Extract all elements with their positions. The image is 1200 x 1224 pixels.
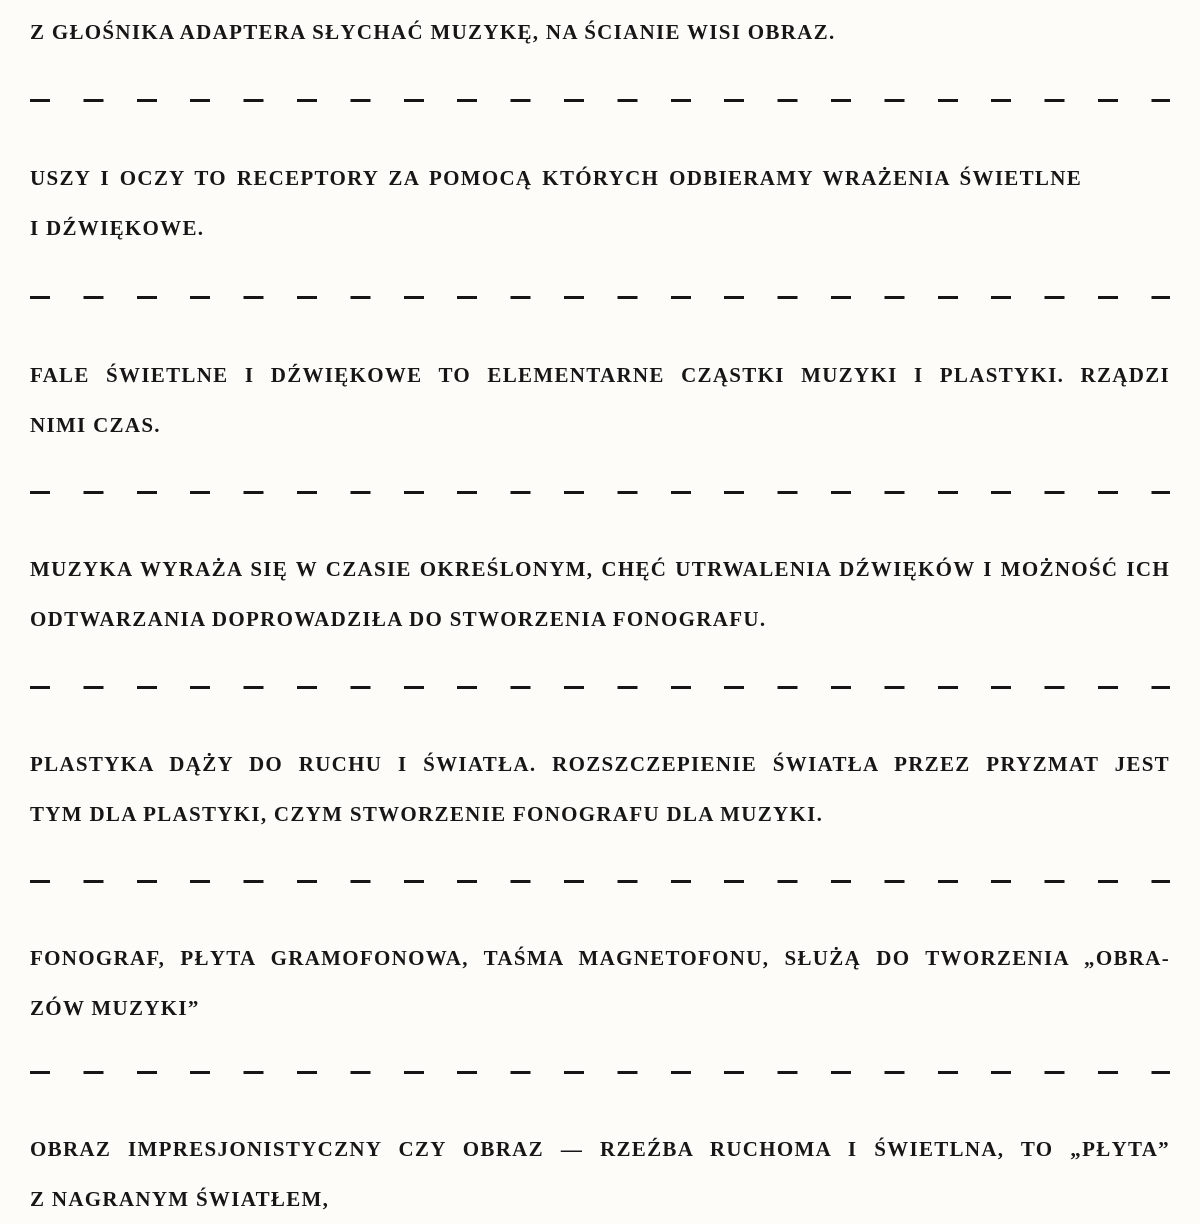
paragraph-line: FONOGRAF, PŁYTA GRAMOFONOWA, TAŚMA MAGNETOFONU, SŁUŻĄ DO TWORZENIA „OBRA- (30, 946, 1170, 970)
paragraph-line: PLASTYKA DĄŻY DO RUCHU I ŚWIATŁA. ROZSZCZEPIENIE ŚWIATŁA PRZEZ PRYZMAT JEST (30, 752, 1170, 776)
paragraph-line: USZY I OCZY TO RECEPTORY ZA POMOCĄ KTÓRYCH ODBIERAMY WRAŻENIA ŚWIETLNE (30, 166, 1082, 190)
paragraph-line: FALE ŚWIETLNE I DŹWIĘKOWE TO ELEMENTARNE CZĄSTKI MUZYKI I PLASTYKI. RZĄDZI (30, 363, 1170, 387)
paragraph-3 (30, 350, 1170, 450)
paragraph-5 (30, 739, 1170, 839)
paragraph-2 (30, 153, 1170, 253)
dashed-separator (30, 880, 1170, 883)
paragraph-line: Z NAGRANYM ŚWIATŁEM, (30, 1187, 330, 1211)
paragraph-line: I DŹWIĘKOWE. (30, 216, 205, 240)
paragraph-line: ZÓW MUZYKI” (30, 996, 200, 1020)
paragraph-line: TYM DLA PLASTYKI, CZYM STWORZENIE FONOGRAFU DLA MUZYKI. (30, 802, 824, 826)
paragraph-7 (30, 1124, 1170, 1224)
paragraph-6 (30, 933, 1170, 1033)
dashed-separator (30, 296, 1170, 299)
paragraph-4 (30, 544, 1170, 644)
paragraph-line: MUZYKA WYRAŻA SIĘ W CZASIE OKREŚLONYM, CHĘĆ UTRWALENIA DŹWIĘKÓW I MOŻNOŚĆ ICH (30, 557, 1170, 581)
dashed-separator (30, 491, 1170, 494)
dashed-separator (30, 1071, 1170, 1074)
paragraph-line: OBRAZ IMPRESJONISTYCZNY CZY OBRAZ — RZEŹBA RUCHOMA I ŚWIETLNA, TO „PŁYTA” (30, 1137, 1170, 1161)
paragraph-1 (30, 7, 1170, 57)
dashed-separator (30, 686, 1170, 689)
dashed-separator (30, 99, 1170, 102)
paragraph-line: Z GŁOŚNIKA ADAPTERA SŁYCHAĆ MUZYKĘ, NA ŚCIANIE WISI OBRAZ. (30, 20, 836, 44)
paragraph-line: NIMI CZAS. (30, 413, 161, 437)
paragraph-line: ODTWARZANIA DOPROWADZIŁA DO STWORZENIA FONOGRAFU. (30, 607, 767, 631)
